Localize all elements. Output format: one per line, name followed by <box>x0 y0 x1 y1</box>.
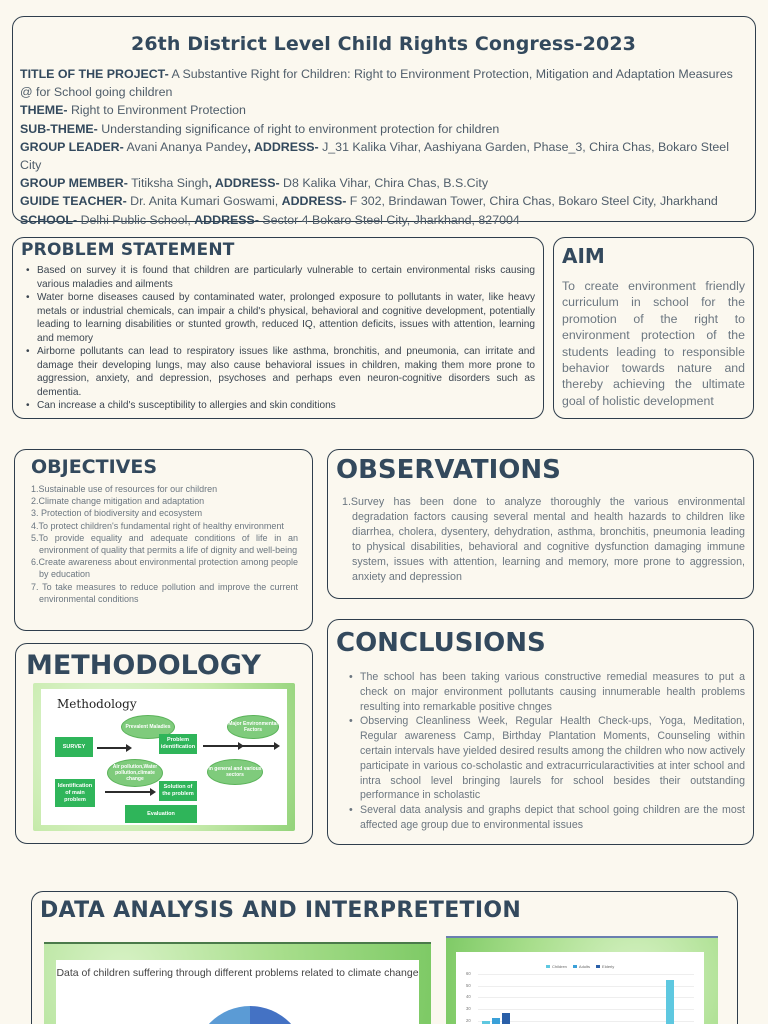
survey-node: SURVEY <box>55 737 93 757</box>
aim-panel <box>553 237 754 419</box>
bar <box>502 1013 510 1024</box>
evaluation-node: Evaluation <box>125 805 197 823</box>
guide-teacher-row: GUIDE TEACHER- Dr. Anita Kumari Goswami, ADDRESS- F 302, Brindawan Tower, Chira Chas, Bokaro Steel City, Jharkhand <box>20 194 718 209</box>
conclusions-panel <box>327 619 754 845</box>
list-item: • Based on survey it is found that children are particularly vulnerable to certain environmental risks causing various maladies and ailments <box>37 264 535 291</box>
y-tick-label: 20 <box>466 1017 471 1023</box>
list-item: • Observing Cleanliness Week, Regular Health Check-ups, Yoga, Meditation, Regular awareness Camp, Birthday Plantation Moments, Counseling within certain intervals have yielded desired results among the children who now actively participate in various co-scholastic and extracurricularactivities at inter school and intra school level bringing laurels for school besides their outstanding performance in scholastic <box>360 714 745 803</box>
subtheme-row: SUB-THEME- Understanding significance of right to environment protection for children <box>20 121 500 136</box>
conclusions-heading: CONCLUSIONS <box>336 628 546 658</box>
methodology-diagram <box>33 683 295 831</box>
list-item: • Airborne pollutants can lead to respiratory issues like asthma, bronchitis, and pneumonia, can irritate and damage their developing lungs, may also cause behavioral issues in children, making them more prone to aggression, anxiety, and depression, psychoses and perhaps even neuron-cognitive disorders such as dementia. <box>37 345 535 399</box>
solution-node: Solution of the problem <box>159 781 197 801</box>
bar <box>666 980 674 1024</box>
arrow-icon <box>105 791 151 793</box>
grid-line <box>478 986 694 987</box>
theme-row: THEME- Right to Environment Protection <box>20 103 246 118</box>
school-row: SCHOOL- Delhi Public School, ADDRESS- Sector 4 Bokaro Steel City, Jharkhand, 827004 <box>20 212 520 227</box>
list-item: 3. Protection of biodiversity and ecosystem <box>31 508 203 519</box>
grid-line <box>478 1009 694 1010</box>
diagram-title: Methodology <box>57 697 137 711</box>
list-item: 2.Climate change mitigation and adaptation <box>31 496 205 507</box>
list-item: 6.Create awareness about environmental protection among people by education <box>31 557 298 580</box>
list-item: 1.Sustainable use of resources for our children <box>31 484 218 494</box>
conclusions-list <box>336 670 745 833</box>
observations-heading: OBSERVATIONS <box>336 455 561 485</box>
identification-node: Identification of main problem <box>55 779 95 807</box>
general-sectors-node: In general and various sectors <box>207 759 263 785</box>
problem-identification-node: Problem identification <box>159 734 197 754</box>
arrow-icon <box>237 745 275 747</box>
list-item: 7. To take measures to reduce pollution and improve the current environmental conditions <box>31 581 298 604</box>
legend-item: Children <box>546 964 567 969</box>
page-title: 26th District Level Child Rights Congress-2023 <box>131 33 636 55</box>
problem-statement-heading: PROBLEM STATEMENT <box>21 240 235 260</box>
list-item: • Several data analysis and graphs depict that school going children are the most affected age group due to environmental issues <box>360 803 745 833</box>
grid-line <box>478 997 694 998</box>
legend-item: Elderly <box>596 964 614 969</box>
objectives-list <box>31 483 298 605</box>
list-item: 5.To provide equality and adequate conditions of life in an environment of quality that permits a life of dignity and well-being <box>31 532 298 556</box>
group-member-row: GROUP MEMBER- Titiksha Singh, ADDRESS- D8 Kalika Vihar, Chira Chas, B.S.City <box>20 176 489 191</box>
observations-text: 1.Survey has been done to analyze thoroughly the various environmental degradation factors causing several mental and health hazards to children like diarrhea, cholera, dysentery, dehydration, asthma, bronchitis, pneumonia leading to physical disabilities, behavioral and cognitive dysfunction damaging immune system, issues with attention, learning and memory, more prone to aggression, anxiety and depression <box>342 496 745 583</box>
pollution-node: Air pollution,Water pollution,climate change <box>107 759 163 787</box>
list-item: • Can increase a child's susceptibility to allergies and skin conditions <box>37 399 535 413</box>
objectives-heading: OBJECTIVES <box>31 456 158 478</box>
objectives-panel <box>14 449 313 631</box>
arrow-icon <box>97 747 127 749</box>
problem-list <box>21 264 535 413</box>
y-tick-label: 50 <box>466 982 471 988</box>
list-item: • Water borne diseases caused by contaminated water, prolonged exposure to pollutants in water, like heavy metals or industrial chemicals, can impair a child's physical, behavioral and cognitive development, potentially leading to learning disabilities or stunted growth, reduced IQ, attention deficits, issues with attention, learning and memory <box>37 291 535 345</box>
legend-item: Adults <box>573 964 590 969</box>
observations-panel <box>327 449 754 599</box>
grid-line <box>478 1021 694 1022</box>
list-item: • The school has been taking various constructive remedial measures to put a check on major environment pollutants causing innumerable health problems resulting into remarkable positive chnges <box>360 670 745 714</box>
arrow-icon <box>203 745 239 747</box>
data-analysis-heading: DATA ANALYSIS AND INTERPRETETION <box>40 898 522 923</box>
bar <box>482 1021 490 1024</box>
bar-chart-legend <box>546 964 614 969</box>
bar <box>492 1018 500 1024</box>
pie-chart-title: Data of children suffering through different problems related to climate change <box>56 967 419 979</box>
y-tick-label: 40 <box>466 994 471 1000</box>
y-tick-label: 30 <box>466 1006 471 1011</box>
aim-text: To create environment friendly curriculum in school for the promotion of the right to environment protection of the students leading to responsible behavior towards nature and thereby achieving the ultimate goal of holistic development <box>562 279 745 408</box>
aim-heading: AIM <box>562 244 605 268</box>
y-tick-label: 60 <box>466 971 471 976</box>
pie-chart-image <box>44 942 431 1024</box>
methodology-heading: METHODOLOGY <box>26 650 261 681</box>
data-analysis-panel <box>31 891 738 1024</box>
prevalent-maladies-node: Prevalent Maladies <box>121 715 175 739</box>
bar-chart-image <box>446 936 718 1024</box>
problem-statement-panel <box>12 237 544 419</box>
major-factors-node: Major Environmental Factors <box>227 715 279 739</box>
pie-chart <box>194 1006 306 1024</box>
list-item: 4.To protect children's fundamental right of healthy environment <box>31 520 284 531</box>
group-leader-row: GROUP LEADER- Avani Ananya Pandey, ADDRESS- J_31 Kalika Vihar, Aashiyana Garden, Phase_3, Chira Chas, Bokaro Steel City <box>20 139 729 173</box>
project-title-row: TITLE OF THE PROJECT- A Substantive Right for Children: Right to Environment Protection, Mitigation and Adaptation Measures @ for School going children <box>20 67 733 100</box>
header-panel <box>12 16 756 227</box>
grid-line <box>478 974 694 975</box>
